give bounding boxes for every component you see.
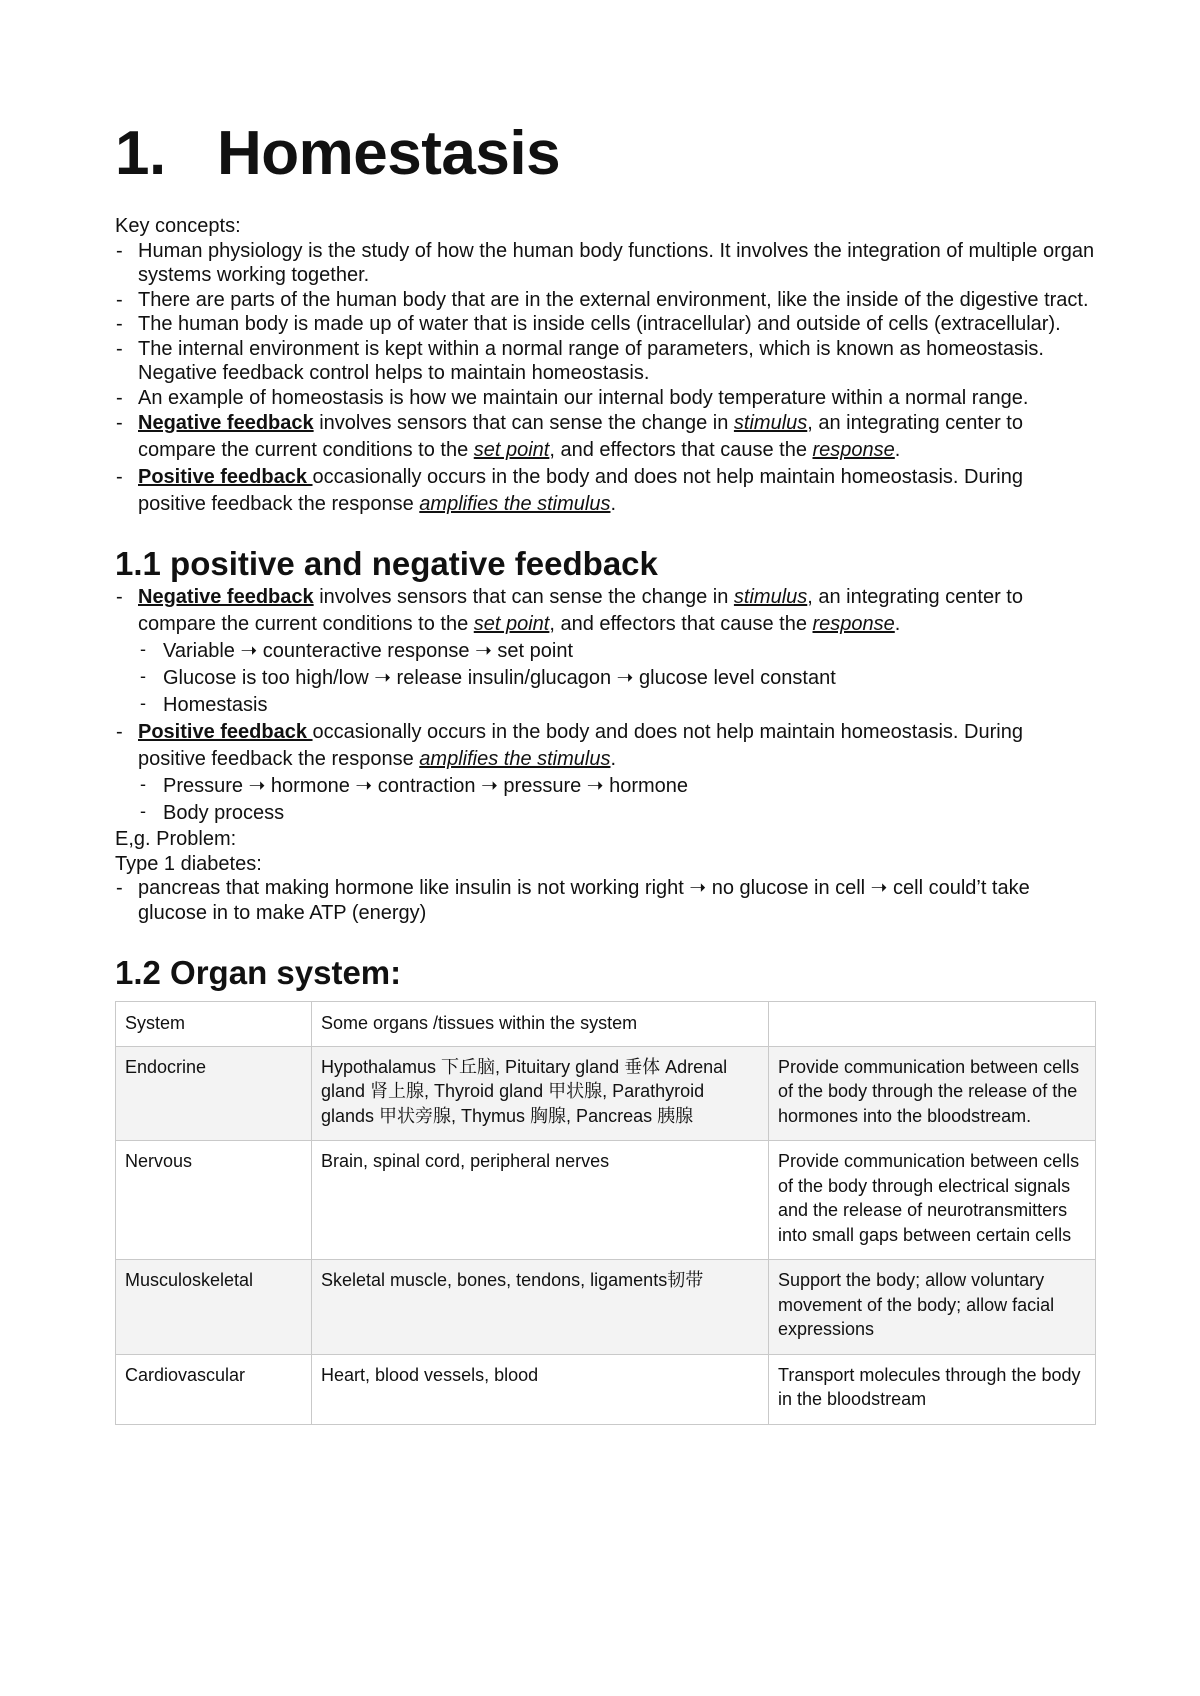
example-label: E,g. Problem:: [115, 828, 237, 850]
table-header-cell: [769, 1002, 1096, 1047]
organ-system-table: [115, 1001, 1096, 1425]
list-item: - Variable ➝ counteractive response ➝ set point: [138, 638, 1095, 665]
table-row: [116, 1354, 1096, 1424]
list-item: - The internal environment is kept within a normal range of parameters, which is known as homeostasis. Negative feedback control helps to maintain homeostasis.: [115, 337, 1095, 386]
text-run: .: [610, 748, 617, 770]
text-run: , and effectors that cause the: [549, 439, 813, 461]
text-run: , an integrating center to compare the current conditions to the: [138, 586, 1023, 635]
table-row: [116, 1046, 1096, 1141]
section-heading: 1.2 Organ system:: [115, 954, 402, 991]
key-concepts-list: [115, 239, 1095, 519]
system-cell: Endocrine: [116, 1046, 312, 1141]
negative-feedback-item: [115, 584, 1095, 719]
organs-cell: Hypothalamus 下丘脑, Pituitary gland 垂体 Adrenal gland 肾上腺, Thyroid gland 甲状腺, Parathyroid glands 甲状旁腺, Thymus 胸腺, Pancreas 胰腺: [312, 1046, 769, 1141]
list-item: - pancreas that making hormone like insulin is not working right ➝ no glucose in cell ➝ cell could’t take glucose in to make ATP (energy): [115, 876, 1095, 925]
negative-feedback-term: Negative feedback: [138, 586, 314, 608]
sub-list: [138, 773, 1095, 827]
text-run: involves sensors that can sense the change in: [313, 412, 734, 434]
page-title: [115, 118, 1095, 190]
table-header-cell: System: [116, 1002, 312, 1047]
organs-cell: Heart, blood vessels, blood: [312, 1354, 769, 1424]
text-run: .: [894, 613, 901, 635]
list-item: - Glucose is too high/low ➝ release insulin/glucagon ➝ glucose level constant: [138, 665, 1095, 692]
function-cell: Provide communication between cells of the body through electrical signals and the release of neurotransmitters into small gaps between certain cells: [769, 1141, 1096, 1260]
function-cell: Provide communication between cells of the body through the release of the hormones into the bloodstream.: [769, 1046, 1096, 1141]
function-cell: Support the body; allow voluntary movement of the body; allow facial expressions: [769, 1260, 1096, 1355]
set-point-term: set point: [473, 439, 550, 461]
document-page: [115, 118, 1095, 1425]
stimulus-term: stimulus: [733, 586, 808, 608]
response-term: response: [812, 613, 895, 635]
negative-feedback-item: [115, 410, 1095, 464]
positive-feedback-item: [115, 719, 1095, 827]
list-item: - Homestasis: [138, 692, 1095, 719]
table-header-row: [116, 1002, 1096, 1047]
text-run: occasionally occurs in the body and does not help maintain homeostasis. During positive feedback the response: [138, 466, 1023, 515]
example-list: [115, 876, 1095, 925]
positive-feedback-item: [115, 464, 1095, 518]
function-cell: Transport molecules through the body in the bloodstream: [769, 1354, 1096, 1424]
title-number: 1.: [115, 119, 166, 188]
list-item: - There are parts of the human body that are in the external environment, like the inside of the digestive tract.: [115, 288, 1095, 313]
system-cell: Musculoskeletal: [116, 1260, 312, 1355]
system-cell: Nervous: [116, 1141, 312, 1260]
positive-feedback-term: Positive feedback: [138, 721, 313, 743]
feedback-list: [115, 584, 1095, 827]
text-run: .: [610, 493, 617, 515]
text-run: involves sensors that can sense the change in: [313, 586, 734, 608]
text-run: , and effectors that cause the: [549, 613, 813, 635]
text-run: occasionally occurs in the body and does not help maintain homeostasis. During positive feedback the response: [138, 721, 1023, 770]
organs-cell: Skeletal muscle, bones, tendons, ligaments韧带: [312, 1260, 769, 1355]
table-header-cell: Some organs /tissues within the system: [312, 1002, 769, 1047]
organs-cell: Brain, spinal cord, peripheral nerves: [312, 1141, 769, 1260]
text-run: , an integrating center to compare the current conditions to the: [138, 412, 1023, 461]
title-text: Homestasis: [217, 119, 561, 188]
system-cell: Cardiovascular: [116, 1354, 312, 1424]
example-title: Type 1 diabetes:: [115, 852, 262, 875]
sub-list: [138, 638, 1095, 719]
amplifies-term: amplifies the stimulus: [419, 748, 611, 770]
table-row: [116, 1260, 1096, 1355]
stimulus-term: stimulus: [733, 412, 808, 434]
list-item: - Human physiology is the study of how the human body functions. It involves the integration of multiple organ systems working together.: [115, 239, 1095, 288]
list-item: - Body process: [138, 800, 1095, 827]
positive-feedback-term: Positive feedback: [138, 466, 313, 488]
table-row: [116, 1141, 1096, 1260]
list-item: - Pressure ➝ hormone ➝ contraction ➝ pressure ➝ hormone: [138, 773, 1095, 800]
set-point-term: set point: [473, 613, 550, 635]
negative-feedback-term: Negative feedback: [138, 412, 314, 434]
list-item: - The human body is made up of water that is inside cells (intracellular) and outside of cells (extracellular).: [115, 312, 1095, 337]
amplifies-term: amplifies the stimulus: [419, 493, 611, 515]
text-run: .: [894, 439, 901, 461]
response-term: response: [812, 439, 895, 461]
list-item: - An example of homeostasis is how we maintain our internal body temperature within a normal range.: [115, 386, 1095, 411]
section-heading: 1.1 positive and negative feedback: [115, 545, 658, 582]
key-concepts-label: Key concepts:: [115, 215, 241, 237]
